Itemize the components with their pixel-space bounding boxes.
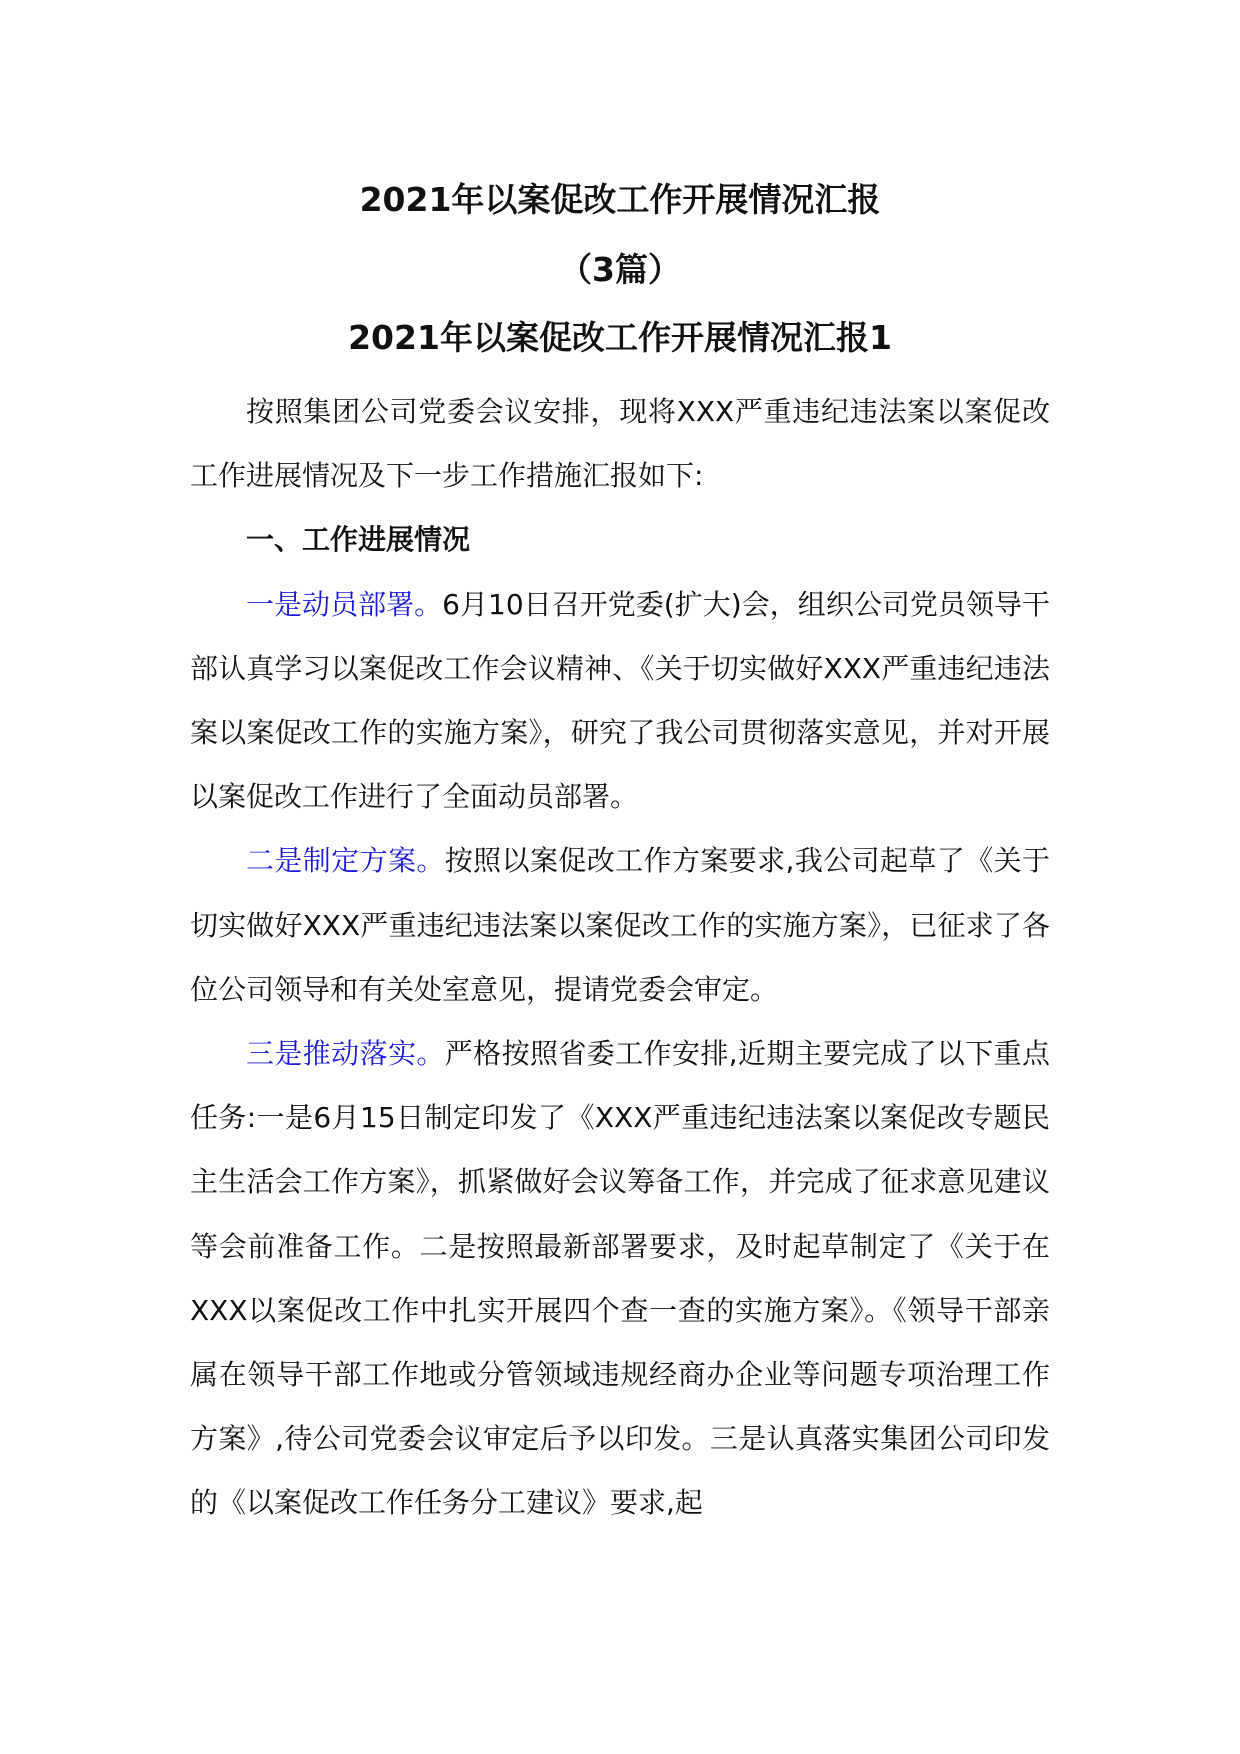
paragraph-text: 按照以案促改工作方案要求,我公司起草了《关于切实做好XXX严重违纪违法案以案促改工作的实施方案》，已征求了各位公司领导和有关处室意见，提请党委会审定。 — [190, 844, 1050, 1006]
document-title: 2021年以案促改工作开展情况汇报 — [359, 180, 881, 219]
document-body — [190, 380, 1050, 1536]
document-subtitle: 2021年以案促改工作开展情况汇报1 — [348, 318, 892, 357]
paragraph-lead: 二是制定方案。 — [246, 844, 445, 878]
intro-paragraph: 按照集团公司党委会议安排，现将XXX严重违纪违法案以案促改工作进展情况及下一步工作措施汇报如下: — [190, 395, 1050, 493]
paragraph-text: 严格按照省委工作安排,近期主要完成了以下重点任务:一是6月15日制定印发了《XXX严重违纪违法案以案促改专题民主生活会工作方案》，抓紧做好会议筹备工作，并完成了征求意见建议等会前准备工作。二是按照最新部署要求，及时起草制定了《关于在XXX以案促改工作中扎实开展四个查一查的实施方案》。《领导干部亲属在领导干部工作地或分管领域违规经商办企业等问题专项治理工作方案》,待公司党委会议审定后予以印发。三是认真落实集团公司印发的《以案促改工作任务分工建议》要求,起 — [190, 1037, 1050, 1520]
paragraph-implementation — [190, 1022, 1050, 1536]
paragraph-text: 6月10日召开党委(扩大)会，组织公司党员领导干部认真学习以案促改工作会议精神、《关于切实做好XXX严重违纪违法案以案促改工作的实施方案》，研究了我公司贯彻落实意见，并对开展以案促改工作进行了全面动员部署。 — [190, 587, 1050, 814]
paragraph-lead: 一是动员部署。 — [246, 587, 443, 621]
paragraph-mobilization — [190, 573, 1050, 830]
paragraph-lead: 三是推动落实。 — [246, 1037, 445, 1071]
section-heading: 一、工作进展情况 — [246, 523, 471, 557]
document-title-count: （3篇） — [559, 250, 681, 289]
paragraph-plan — [190, 829, 1050, 1022]
